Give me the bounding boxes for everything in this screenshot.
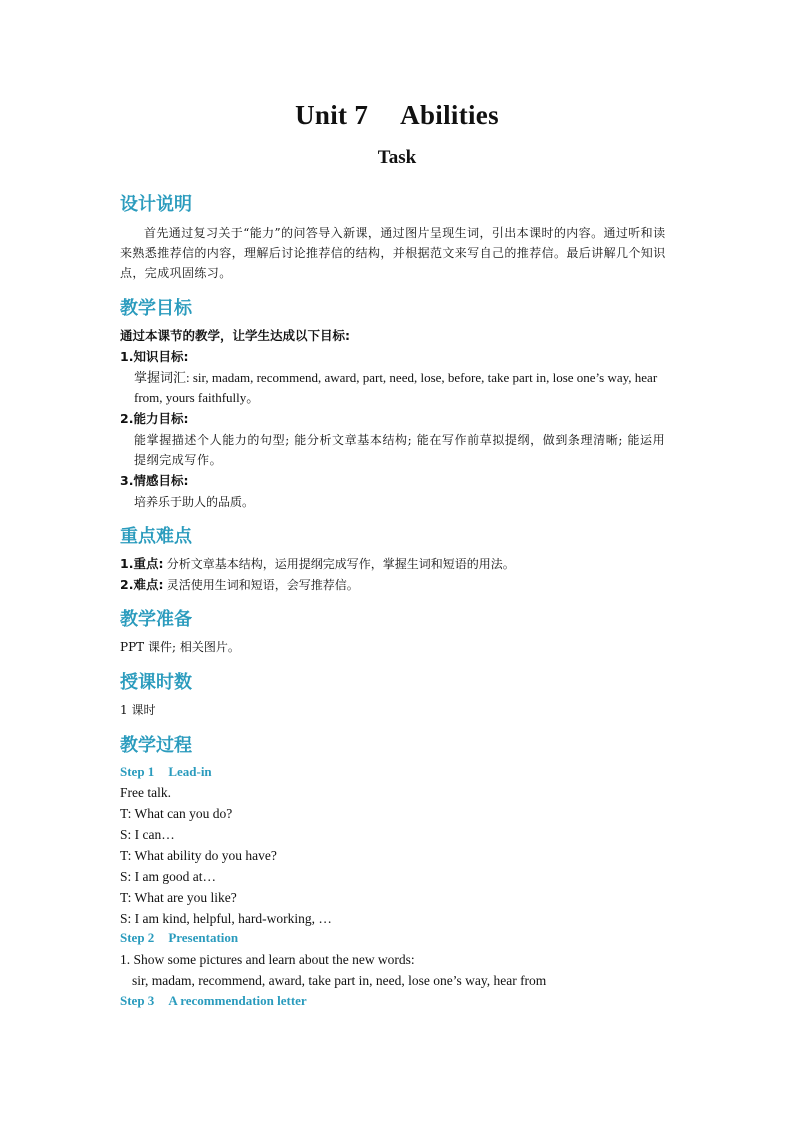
title-topic: Abilities [400, 100, 499, 130]
difficult-point-item [120, 576, 359, 594]
objective-label-ability: 2.能力目标: [120, 411, 189, 426]
objective-text-emotion: 培养乐于助人的品质。 [134, 495, 255, 509]
step-2-number: Step 2 [120, 930, 155, 945]
page-title [0, 100, 794, 131]
objective-text-knowledge: 掌握词汇: sir, madam, recommend, award, part, need, lose, before, take part in, lose one’s way, hear from, yours faithfully。 [134, 370, 658, 405]
section-heading-hours: 授课时数 [120, 672, 192, 693]
design-description: 首先通过复习关于“能力”的问答导入新课，通过图片呈现生词，引出本课时的内容。通过听和读来熟悉推荐信的内容，理解后讨论推荐信的结构，并根据范文来写自己的推荐信。最后讲解几个知识点，完成巩固练习。 [120, 226, 666, 280]
step-3-number: Step 3 [120, 993, 155, 1008]
objective-text-ability: 能掌握描述个人能力的句型; 能分析文章基本结构; 能在写作前草拟提纲，做到条理清晰; 能运用提纲完成写作。 [134, 433, 666, 467]
step-2-words: sir, madam, recommend, award, take part in, need, lose one’s way, hear from [132, 973, 547, 988]
hours-text: 1 课时 [120, 703, 156, 717]
dialogue-line: T: What are you like? [120, 890, 237, 905]
prep-text: PPT 课件; 相关图片。 [120, 640, 240, 654]
step-1-name: Lead-in [168, 764, 212, 779]
dialogue-line: S: I can… [120, 827, 175, 842]
step-2-name: Presentation [168, 930, 239, 945]
objective-label-emotion: 3.情感目标: [120, 473, 189, 488]
step-3-heading [120, 993, 307, 1009]
difficult-point-text: 灵活使用生词和短语，会写推荐信。 [166, 578, 359, 592]
step-2-item: 1. Show some pictures and learn about the new words: [120, 952, 415, 967]
step-1-number: Step 1 [120, 764, 155, 779]
page-subtitle: Task [377, 147, 417, 168]
dialogue-line: S: I am kind, helpful, hard-working, … [120, 911, 332, 926]
section-heading-prep: 教学准备 [120, 609, 192, 630]
objectives-intro: 通过本课节的教学，让学生达成以下目标: [120, 328, 350, 343]
objective-label-knowledge: 1.知识目标: [120, 349, 189, 364]
dialogue-line: T: What ability do you have? [120, 848, 277, 863]
difficult-point-label: 2.难点: [120, 577, 164, 592]
title-unit: Unit 7 [295, 100, 369, 130]
dialogue-line: Free talk. [120, 785, 171, 800]
step-2-heading [120, 930, 238, 946]
dialogue-line: S: I am good at… [120, 869, 216, 884]
step-3-name: A recommendation letter [168, 993, 307, 1008]
section-heading-objectives: 教学目标 [120, 298, 192, 319]
key-point-item [120, 555, 515, 573]
step-1-heading [120, 764, 212, 780]
key-point-text: 分析文章基本结构，运用提纲完成写作，掌握生词和短语的用法。 [166, 557, 515, 571]
section-heading-process: 教学过程 [120, 735, 192, 756]
section-heading-design: 设计说明 [120, 194, 192, 215]
section-heading-key-points: 重点难点 [120, 526, 192, 547]
key-point-label: 1.重点: [120, 556, 164, 571]
dialogue-line: T: What can you do? [120, 806, 233, 821]
